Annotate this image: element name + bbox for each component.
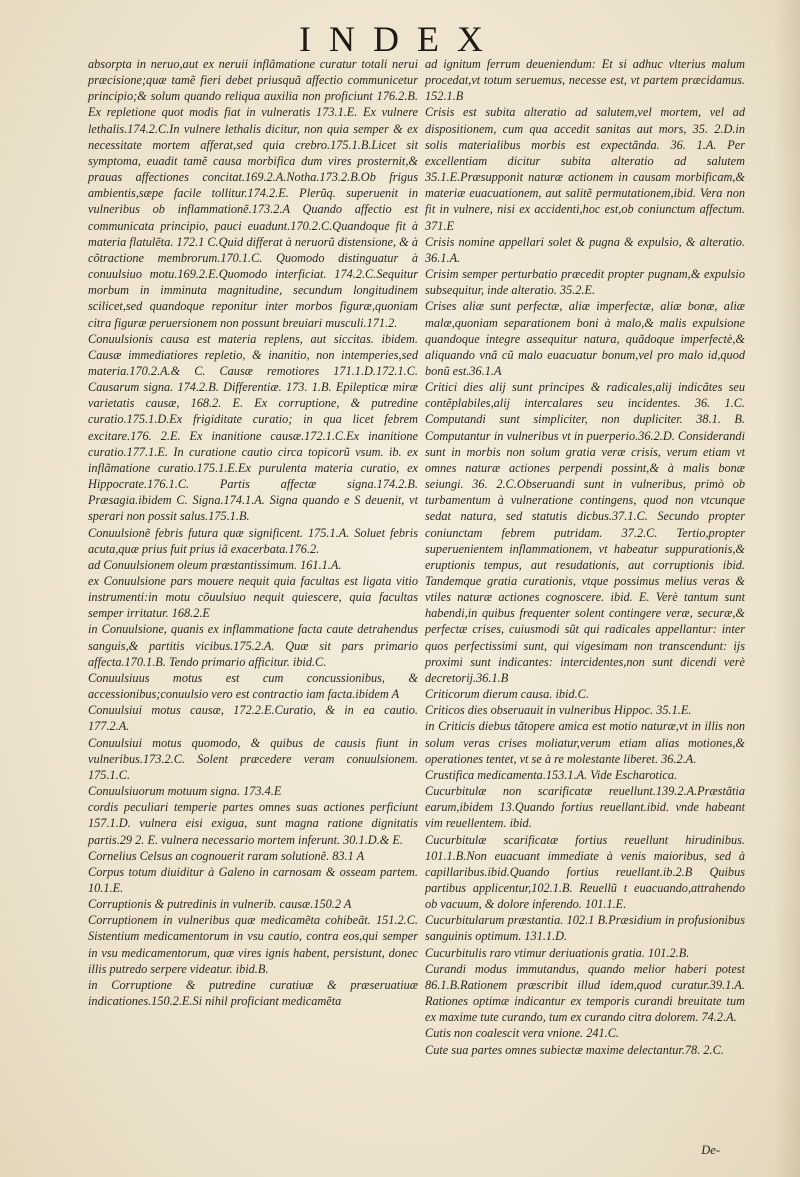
page-edge-shadow [774,0,800,1177]
right-column [425,56,745,1058]
index-entry: Cucurbitulæ scarificatæ fortius reuellunt hirudinibus. 101.1.B.Non euacuant immediate à venis maioribus, sed à capillaribus.ibid.Quando fortius reuellant.ib.2.B Quibus partibus applicentur,102.1.B. Reuellũ t euacuando,attrahendo ob vacuum, & dolore inferendo. 101.1.E. [425,832,745,912]
index-entry: ad ignitum ferrum deueniendum: Et si adhuc vlterius malum procedat,vt totum seruemus, necesse est, vt partem præcidamus. 152.1.B [425,57,745,104]
index-entry: in Corruptione & putredine curatiuæ & præseruatiuæ indicationes.150.2.E.Si nihil proficiant medicamẽta [88,977,418,1009]
left-column [88,56,418,1009]
index-entry: Crisis est subita alteratio ad salutem,vel mortem, vel ad dispositionem, cum qua accedit sanitas aut mors, 35. 2.D.in solis materialibus morbis est expectãnda. 36. 1.A. Per excellentiam dicitur subita alteratio ad salutem 35.1.E.Præsupponit naturæ actionem in causam morbificam,& materiæ euacuationem, aut salitẽ permutationem,ibid. Vera non fit in vulnere, nisi ex accidenti,hoc est,ob coniunctum affectum. 371.E [425,105,745,233]
index-entry: Criticos dies obseruauit in vulneribus Hippoc. 35.1.E. [425,703,692,718]
index-entry: Cucurbitulis raro vtimur deriuationis gratia. 101.2.B. [425,945,690,960]
index-entry: Conuulsiuorum motuum signa. 173.4.E [88,784,282,799]
index-entry: Cornelius Celsus an cognouerit raram solutionẽ. 83.1 A [88,848,365,863]
index-entry: Crustifica medicamenta.153.1.A. Vide Escharotica. [425,767,678,782]
index-entry: Crisim semper perturbatio præcedit propter pugnam,& expulsio subsequitur, inde alteratio. 35.2.E. [425,267,745,298]
index-entry: Criticorum dierum causa. ibid.C. [425,687,589,702]
index-entry: Cutis non coalescit vera vnione. 241.C. [425,1026,619,1041]
index-entry: Corpus totum diuiditur à Galeno in carnosam & osseam partem. 10.1.E. [88,864,418,895]
index-entry: Corruptionis & putredinis in vulnerib. causæ.150.2 A [88,897,352,912]
index-entry: cordis peculiari temperie partes omnes suas actiones perficiunt 157.1.D. vulnera eisi exigua, sunt magna ratione dignitatis partis.29 2. E. vulnera necessario mortem inferunt. 30.1.D.& E. [88,800,418,847]
index-entry: absorpta in neruo,aut ex neruii inflãmatione curatur totali nerui præcisione;quæ tamẽ fieri debet priusquã affectio communicetur principio;& solum quando reliqua auxilia non proficiunt 176.2.B. Ex repletione quot modis fiat in vulneratis 173.1.E. Ex vulnere lethalis.174.2.C.In vulnere lethalis dicitur, non quia semper & ex necessitate mortem afferat,sed quia crebro.175.1.B.Licet sit symptoma, euadit tamẽ causa morbifica dum vires prosternit,& prauas affectiones concitat.169.2.A.Notha.173.2.B.Ob frigus ambientis,sæpe facile tollitur.174.2.E. Plerũq. superuenit in vulneribus ob inflammationẽ.173.2.A Quando affectio est communicata principio, pauci euadunt.170.2.C.Quandoque fit à materia flatulẽta. 172.1 C.Quid differat à neruorũ distensione, & à cõtractione membrorum.170.1.C. Quomodo distinguatur à conuulsiuo motu.169.2.E.Quomodo interficiat. 174.2.C.Sequitur morbum in imminuta magnitudine, secundum longitudinem scilicet,sed quandoque reponitur inter morbos figuræ,quoniam citra figuræ peruersionem non possunt breuiari musculi.171.2. [88,57,418,330]
index-entry: Crises aliæ sunt perfectæ, aliæ imperfectæ, aliæ bonæ, aliæ malæ,quoniam separationem boni à malo,& malis expulsione quandoque integre assequitur natura, quãdoque imperfectè,& aliquando vnã cũ malo euacuatur bonum,vel pro malo id,quod bonũ est.36.1.A [425,299,745,378]
index-entry: Cucurbitulæ non scarificatæ reuellunt.139.2.A.Præstãtia earum,ibidem 13.Quando fortius reuellant.ibid. vnde habeant vim reuellentem. ibid. [425,784,745,831]
index-entry: Curandi modus immutandus, quando melior haberi potest 86.1.B.Rationem præscribit illud idem,quod curatur.39.1.A. Rationes optimæ indicantur ex temporis curandi breuitate tum ex maxime tute curando, tum ex curando citra dolorem. 74.2.A. [425,961,745,1025]
index-entry: Conuulsiuus motus est cum concussionibus, & accessionibus;conuulsio vero est contractio iam facta.ibidem A [88,670,418,702]
index-entry: Critici dies alij sunt principes & radicales,alij indicãtes seu contẽplabiles,alij intercalares seu incidentes. 36. 1.C. Computandi sunt simpliciter, non dupliciter. 38.1. B. Computantur in vulneribus vt in puerperio.36.2.D. Considerandi sunt in morbis non solum gratia veræ crisis, verum etiam vt omnes naturæ actiones perpendi possint,& à malis bonæ seiungi. 36. 2.C.Obseruandi sunt in vulneribus, primò ob turbamentum à vulneratione contingens, quod non vtcunque sedat natura, sed statutis dicbus.37.1.C. Secundo propter coniunctam febrem putridam. 37.2.C. Tertio,propter superuenientem inflammationem, vt habeatur suppurationis,& eruptionis tempus, aut resudationis, aut corruptionis ibid. Tandemque gratia curationis, vtque possimus melius veras & vtiles naturæ actiones cognoscere. ibid. E. Verè tantum sunt habendi,in quibus frequenter solent contingere veræ, securæ,& perfectæ crises, cuiusmodi sũt qui radicales appellantur: inter quos perfectissimi sunt, qui vigesimam non transcendunt: ijs proximi sunt indicantes: intercidentes,non sunt dicendi verè decretorij.36.1.B [425,380,745,685]
index-entry: ex Conuulsione pars mouere nequit quia facultas est ligata vitio instrumenti:in motu cõuulsiuo nequit quiescere, quia facultas semper irritatur. 168.2.E [88,574,418,621]
page-header: INDEX [299,19,501,59]
index-entry: Conuulsiui motus causæ, 172.2.E.Curatio, & in ea cautio. 177.2.A. [88,703,418,734]
index-entry: Cucurbitularum præstantia. 102.1 B.Præsidium in profusionibus sanguinis optimum. 131.1.D. [425,913,745,944]
index-entry: Conuulsionis causa est materia replens, aut siccitas. ibidem. Causæ immediatiores repletio, & inanitio, non intemperies,sed materia.170.2.A.& C. Causæ remotiores 171.1.D.172.1.C. Causarum signa. 174.2.B. Differentiæ. 173. 1.B. Epilepticæ miræ varietatis causæ, 168.2. E. Ex corruptione, & putredine curatio.175.1.D.Ex frigiditate curatio; in qua licet febrem excitare.176. 2.E. Ex inanitione causæ.172.1.C.Ex inanitione curatio.177.1.E. In curatione cautio circa topicorũ vsum. ib. ex inflãmatione curatio.175.1.E.Ex purulenta materia curatio, ex Hippocrate.176.1.C. Partis affectæ signa.174.2.B. Præsagia.ibidem C. Signa.174.1.A. Signa quando e S deuenit, vt sperari non possit salus.175.1.B. [88,331,418,524]
index-entry: Corruptionem in vulneribus quæ medicamẽta cohibeãt. 151.2.C. Sistentium medicamentorum in vsu cautio, contra eos,qui semper in vsu medicamentorum, quæ vires ignis habent, persistunt, donec illis putredo serpere videatur. ibid.B. [88,913,418,976]
index-entry: Crisis nomine appellari solet & pugna & expulsio, & alteratio. 36.1.A. [425,234,745,265]
index-entry: Conuulsionẽ febris futura quæ significent. 175.1.A. Soluet febris acuta,quæ prius fuit prius iã exacerbata.176.2. [88,525,418,556]
index-entry: Conuulsiui motus quomodo, & quibus de causis fiunt in vulneribus.173.2.C. Solent præcedere veram conuulsionem. 175.1.C. [88,735,418,782]
catchword: De- [701,1143,720,1157]
index-entry: ad Conuulsionem oleum præstantissimum. 161.1.A. [88,557,342,572]
index-entry: in Conuulsione, quanis ex inflammatione facta caute detrahendus sanguis,& partitis vicibus.175.2.A. Quæ sit pars primario affecta.170.1.B. Tendo primario afficitur. ibid.C. [88,622,418,669]
index-entry: in Criticis diebus tãtopere amica est motio naturæ,vt in illis non solum veras crises moliatur,verum etiam alias motiones,& operationes tentet, vt se à re molestante liberet. 36.2.A. [425,719,745,766]
index-entry: Cute sua partes omnes subiectæ maxime delectantur.78. 2.C. [425,1042,724,1057]
